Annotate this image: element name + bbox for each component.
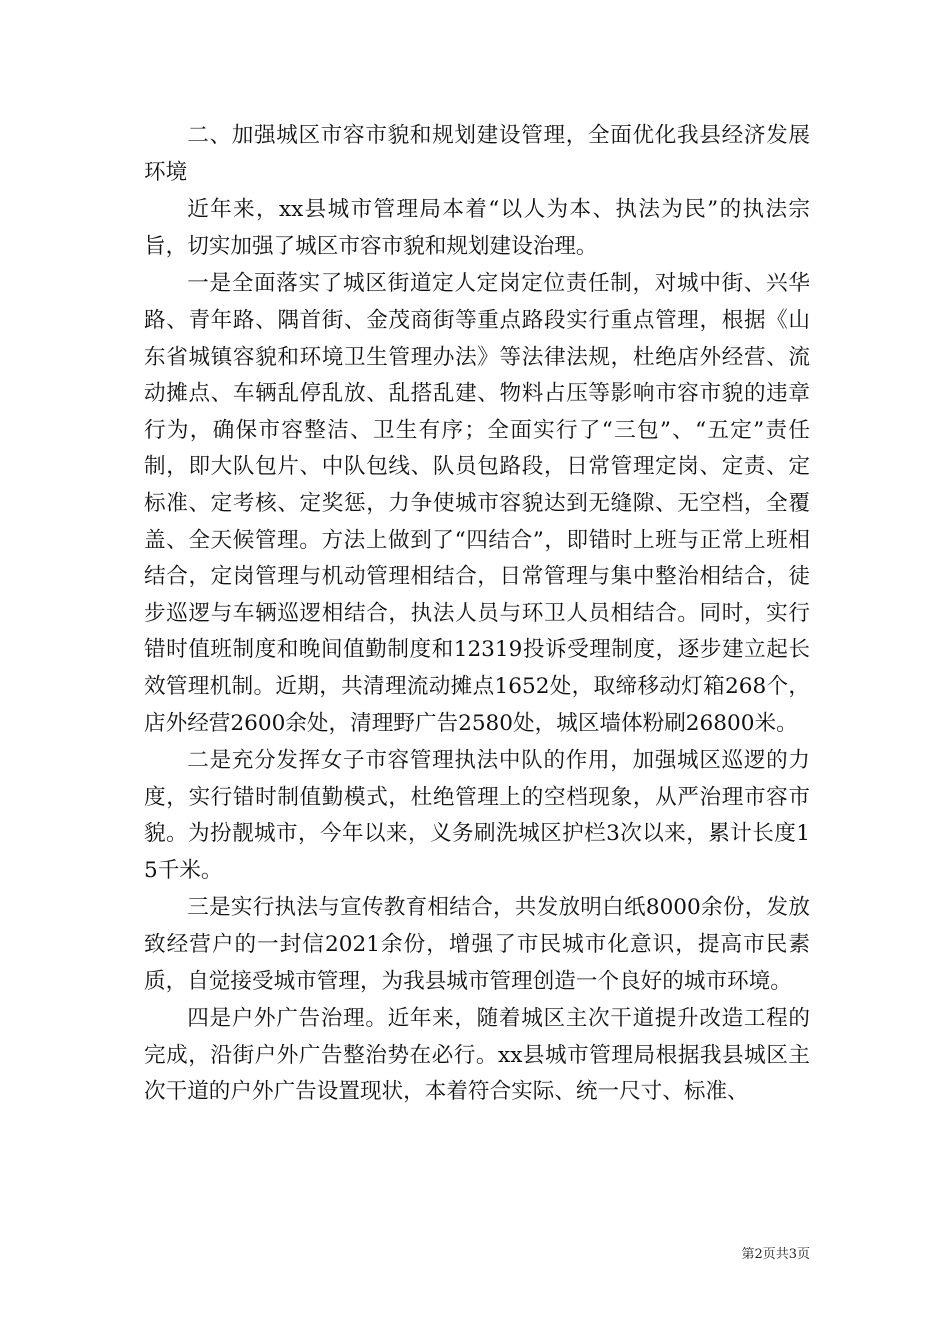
- section-heading: 二、加强城区市容市貌和规划建设管理，全面优化我县经济发展环境: [144, 123, 810, 185]
- paragraph-point-four: 四是户外广告治理。近年来，随着城区主次干道提升改造工程的完成，沿街户外广告整治势在必行。xx县城市管理局根据我县城区主次干道的户外广告设置现状，本着符合实际、统一尺寸、标准、: [144, 1006, 810, 1105]
- paragraph-point-three: 三是实行执法与宣传教育相结合，共发放明白纸8000余份，发放致经营户的一封信2021余份，增强了市民城市化意识，提高市民素质，自觉接受城市管理，为我县城市管理创造一个良好的城市环境。: [144, 895, 810, 994]
- paragraph-intro: 近年来，xx县城市管理局本着“以人为本、执法为民”的执法宗旨，切实加强了城区市容市貌和规划建设治理。: [144, 197, 810, 259]
- document-body: [144, 118, 810, 1112]
- paragraph-point-two: 二是充分发挥女子市容管理执法中队的作用，加强城区巡逻的力度，实行错时制值勤模式，杜绝管理上的空档现象，从严治理市容市貌。为扮靓城市，今年以来，义务刷洗城区护栏3次以来，累计长度15千米。: [144, 748, 810, 883]
- paragraph-point-one: 一是全面落实了城区街道定人定岗定位责任制，对城中街、兴华路、青年路、隅首街、金茂商街等重点路段实行重点管理，根据《山东省城镇容貌和环境卫生管理办法》等法律法规，杜绝店外经营、流动摊点、车辆乱停乱放、乱搭乱建、物料占压等影响市容市貌的违章行为，确保市容整洁、卫生有序；全面实行了“三包”、“五定”责任制，即大队包片、中队包线、队员包路段，日常管理定岗、定责、定标准、定考核、定奖惩，力争使城市容貌达到无缝隙、无空档，全覆盖、全天候管理。方法上做到了“四结合”，即错时上班与正常上班相结合，定岗管理与机动管理相结合，日常管理与集中整治相结合，徒步巡逻与车辆巡逻相结合，执法人员与环卫人员相结合。同时，实行错时值班制度和晚间值勤制度和12319投诉受理制度，逐步建立起长效管理机制。近期，共清理流动摊点1652处，取缔移动灯箱268个，店外经营2600余处，清理野广告2580处，城区墙体粉刷26800米。: [144, 271, 810, 736]
- page-number-footer: 第2页共3页: [741, 1247, 810, 1262]
